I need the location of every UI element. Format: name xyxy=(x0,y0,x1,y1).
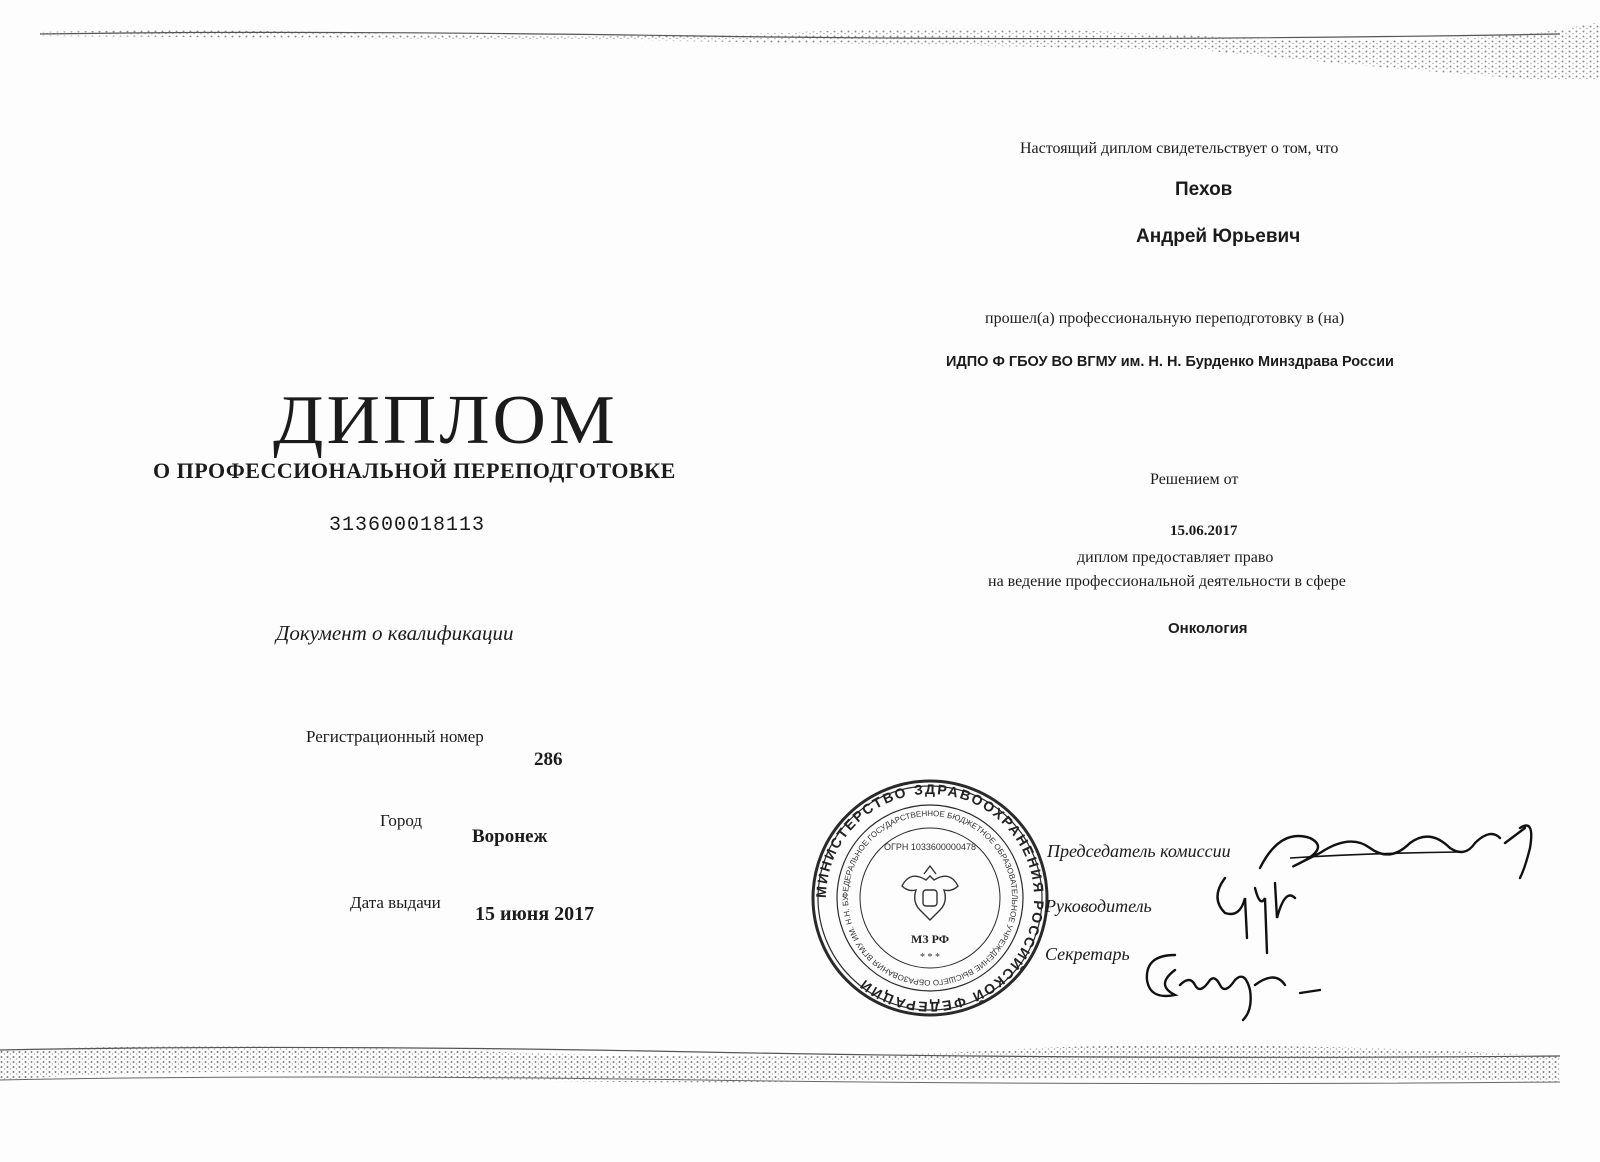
recipient-surname: Пехов xyxy=(1175,179,1233,200)
city-value: Воронеж xyxy=(472,826,548,847)
top-edge-decoration xyxy=(0,10,1600,80)
decision-label: Решением от xyxy=(1150,471,1239,488)
serial-number: 313600018113 xyxy=(329,514,486,537)
registration-number-value: 286 xyxy=(534,749,563,770)
institution-name: ИДПО Ф ГБОУ ВО ВГМУ им. Н. Н. Бурденко Минздрава России xyxy=(946,354,1394,370)
svg-text:ФЕДЕРАЛЬНОЕ ГОСУДАРСТВЕННОЕ БЮ: ФЕДЕРАЛЬНОЕ ГОСУДАРСТВЕННОЕ БЮДЖЕТНОЕ ОБРАЗОВАТЕЛЬНОЕ УЧРЕЖДЕНИЕ ВЫСШЕГО ОБРАЗОВАНИЯ ВГМУ ИМ. Н.Н. БУ xyxy=(840,808,1020,988)
decision-date: 15.06.2017 xyxy=(1170,523,1238,539)
specialty-value: Онкология xyxy=(1168,620,1248,637)
diploma-title: ДИПЛОМ xyxy=(273,381,618,459)
svg-text:МЗ РФ: МЗ РФ xyxy=(910,932,950,946)
secretary-label: Секретарь xyxy=(1045,944,1130,964)
bottom-edge-decoration xyxy=(0,1030,1600,1100)
diploma-subtitle: О ПРОФЕССИОНАЛЬНОЙ ПЕРЕПОДГОТОВКЕ xyxy=(153,458,676,483)
recipient-given-names: Андрей Юрьевич xyxy=(1136,226,1301,247)
city-label: Город xyxy=(380,811,422,830)
svg-text:МИНИСТЕРСТВО ЗДРАВООХРАНЕНИЯ Р: МИНИСТЕРСТВО ЗДРАВООХРАНЕНИЯ РОССИЙСКОЙ ФЕДЕРАЦИИ xyxy=(812,780,1048,1016)
chairman-label: Председатель комиссии xyxy=(1047,841,1231,861)
registration-number-label: Регистрационный номер xyxy=(306,727,484,746)
issue-date-label: Дата выдачи xyxy=(350,893,441,912)
qualification-document-label: Документ о квалификации xyxy=(276,621,514,645)
grants-right-text: диплом предоставляет право xyxy=(1077,549,1274,566)
svg-text:ОГРН 1033600000478: ОГРН 1033600000478 xyxy=(884,842,976,852)
issue-date-value: 15 июня 2017 xyxy=(475,903,595,925)
intro-text: Настоящий диплом свидетельствует о том, что xyxy=(1020,140,1339,157)
completed-retraining-text: прошел(а) профессиональную переподготовку в (на) xyxy=(985,310,1345,327)
professional-activity-text: на ведение профессиональной деятельности в сфере xyxy=(988,573,1346,590)
svg-text:* * *: * * * xyxy=(920,952,940,963)
head-label: Руководитель xyxy=(1045,896,1152,916)
official-seal xyxy=(810,778,1050,1018)
secretary-signature xyxy=(1135,935,1335,1025)
